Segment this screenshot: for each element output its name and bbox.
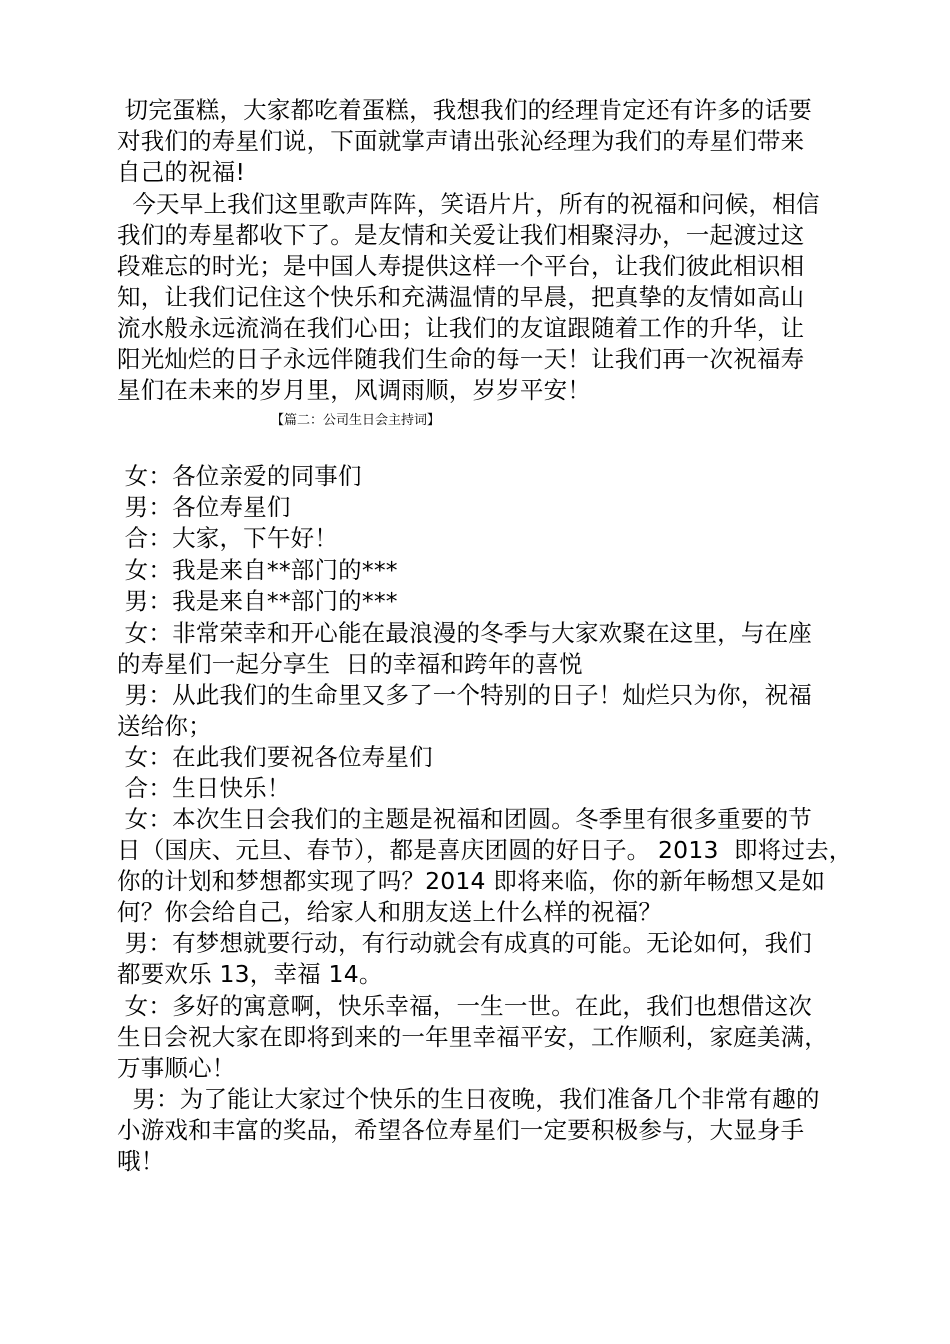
dialogue-line: 男：有梦想就要行动，有行动就会有成真的可能。无论如何，我们	[117, 929, 812, 957]
dialogue-line: 女：各位亲爱的同事们	[117, 462, 362, 490]
dialogue-line: 你的计划和梦想都实现了吗？2014 即将来临，你的新年畅想又是如	[117, 867, 826, 895]
dialogue-line: 男：从此我们的生命里又多了一个特别的日子！灿烂只为你，祝福	[117, 681, 812, 709]
dialogue-line: 都要欢乐 13，幸福 14。	[117, 960, 383, 988]
paragraph-line: 流水般永远流淌在我们心田；让我们的友谊跟随着工作的升华，让	[117, 314, 805, 342]
paragraph-line: 今天早上我们这里歌声阵阵，笑语片片，所有的祝福和问候，相信	[117, 190, 820, 218]
paragraph-line: 段难忘的时光；是中国人寿提供这样一个平台，让我们彼此相识相	[117, 252, 805, 280]
paragraph-line: 知，让我们记住这个快乐和充满温情的早晨，把真挚的友情如高山	[117, 283, 805, 311]
dialogue-line: 合：大家，下午好！	[117, 524, 338, 552]
section-title: 【篇二：公司生日会主持词】	[271, 413, 441, 428]
paragraph-line: 阳光灿烂的日子永远伴随我们生命的每一天！让我们再一次祝福寿	[117, 345, 805, 373]
dialogue-line: 送给你；	[117, 712, 212, 740]
dialogue-line: 女：本次生日会我们的主题是祝福和团圆。冬季里有很多重要的节	[117, 805, 812, 833]
paragraph-line: 自己的祝福!	[117, 158, 246, 186]
dialogue-line: 哦！	[117, 1147, 165, 1175]
dialogue-line: 的寿星们一起分享生 日的幸福和跨年的喜悦	[117, 650, 583, 678]
dialogue-line: 女：我是来自**部门的***	[117, 556, 398, 584]
dialogue-line: 万事顺心！	[117, 1054, 236, 1082]
dialogue-line: 小游戏和丰富的奖品，希望各位寿星们一定要积极参与，大显身手	[117, 1116, 805, 1144]
dialogue-line: 日（国庆、元旦、春节），都是喜庆团圆的好日子。 2013 即将过去，	[117, 836, 853, 864]
dialogue-line: 女：在此我们要祝各位寿星们	[117, 743, 433, 771]
dialogue-line: 何？你会给自己，给家人和朋友送上什么样的祝福？	[117, 898, 663, 926]
dialogue-line: 女：多好的寓意啊，快乐幸福，一生一世。在此，我们也想借这次	[117, 992, 812, 1020]
paragraph-line: 切完蛋糕，大家都吃着蛋糕，我想我们的经理肯定还有许多的话要	[117, 96, 812, 124]
dialogue-line: 男：各位寿星们	[117, 493, 291, 521]
dialogue-line: 男：为了能让大家过个快乐的生日夜晚，我们准备几个非常有趣的	[117, 1085, 820, 1113]
paragraph-line: 我们的寿星都收下了。是友情和关爱让我们相聚浔办，一起渡过这	[117, 221, 805, 249]
dialogue-line: 生日会祝大家在即将到来的一年里幸福平安，工作顺利，家庭美满，	[117, 1023, 828, 1051]
paragraph-line: 对我们的寿星们说，下面就掌声请出张沁经理为我们的寿星们带来	[117, 127, 805, 155]
dialogue-line: 合：生日快乐！	[117, 774, 291, 802]
paragraph-line: 星们在未来的岁月里，风调雨顺，岁岁平安！	[117, 376, 591, 404]
dialogue-line: 男：我是来自**部门的***	[117, 587, 398, 615]
dialogue-line: 女：非常荣幸和开心能在最浪漫的冬季与大家欢聚在这里，与在座	[117, 619, 812, 647]
